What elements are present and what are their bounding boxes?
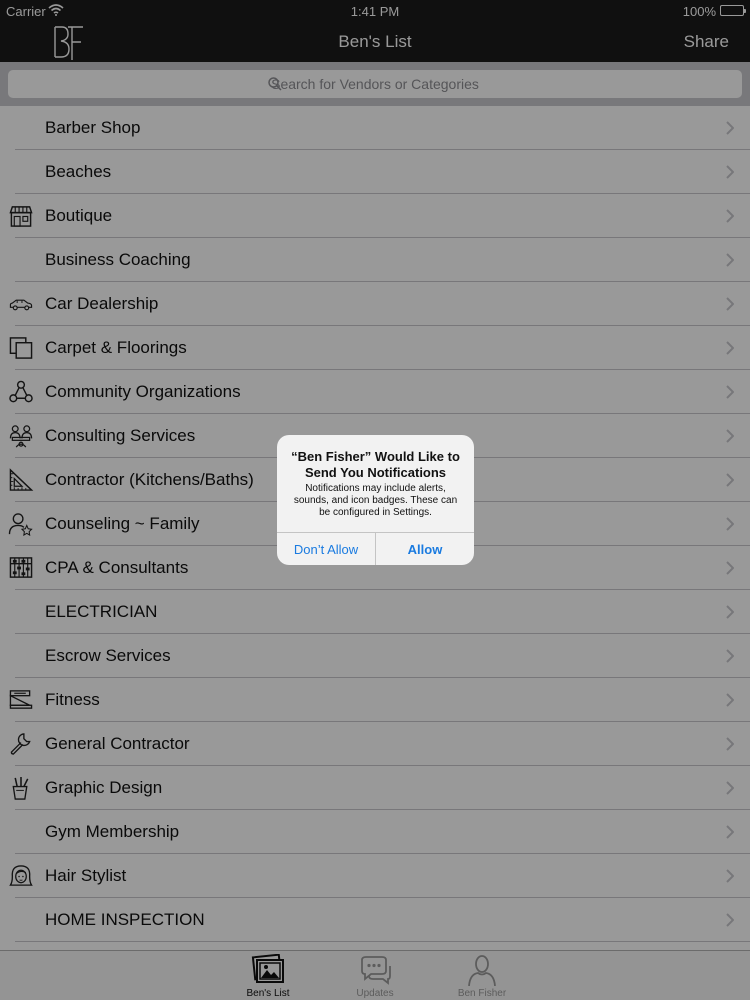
battery-percent: 100% xyxy=(682,4,716,19)
category-label: HOME INSPECTION xyxy=(45,910,205,929)
share-button[interactable]: Share xyxy=(683,32,729,51)
category-label: Contractor (Kitchens/Baths) xyxy=(45,470,254,489)
category-label: Fitness xyxy=(45,690,100,709)
carrier-label: Carrier xyxy=(6,4,46,19)
category-label: Business Coaching xyxy=(45,250,191,269)
category-label: Graphic Design xyxy=(45,778,163,797)
tab-label: Updates xyxy=(356,988,394,999)
alert-title: “Ben Fisher” Would Like to Send You Notifications xyxy=(291,449,460,480)
category-label: Consulting Services xyxy=(45,426,196,445)
alert-message: Notifications may include alerts, sounds, and icon badges. These can be configured in Settings. xyxy=(293,483,458,518)
category-label: Hair Stylist xyxy=(45,866,127,885)
notification-permission-alert xyxy=(277,435,474,565)
category-label: CPA & Consultants xyxy=(45,558,189,577)
category-label: Car Dealership xyxy=(45,294,159,313)
category-label: Carpet & Floorings xyxy=(45,338,187,357)
category-label: Counseling ~ Family xyxy=(45,514,200,533)
category-label: Boutique xyxy=(45,206,113,225)
category-label: Barber Shop xyxy=(45,118,141,137)
tab-label: Ben Fisher xyxy=(457,988,507,999)
clock: 1:41 PM xyxy=(350,4,400,19)
tab-label: Ben's List xyxy=(246,988,290,999)
category-label: Community Organizations xyxy=(45,382,241,401)
category-label: ELECTRICIAN xyxy=(45,602,158,621)
category-label: General Contractor xyxy=(45,734,190,753)
category-label: Gym Membership xyxy=(45,822,180,841)
page-title: Ben's List xyxy=(338,32,412,51)
allow-button[interactable]: Allow xyxy=(376,533,474,565)
category-label: Beaches xyxy=(45,162,112,181)
category-label: Escrow Services xyxy=(45,646,171,665)
dont-allow-button[interactable]: Don’t Allow xyxy=(277,533,375,565)
